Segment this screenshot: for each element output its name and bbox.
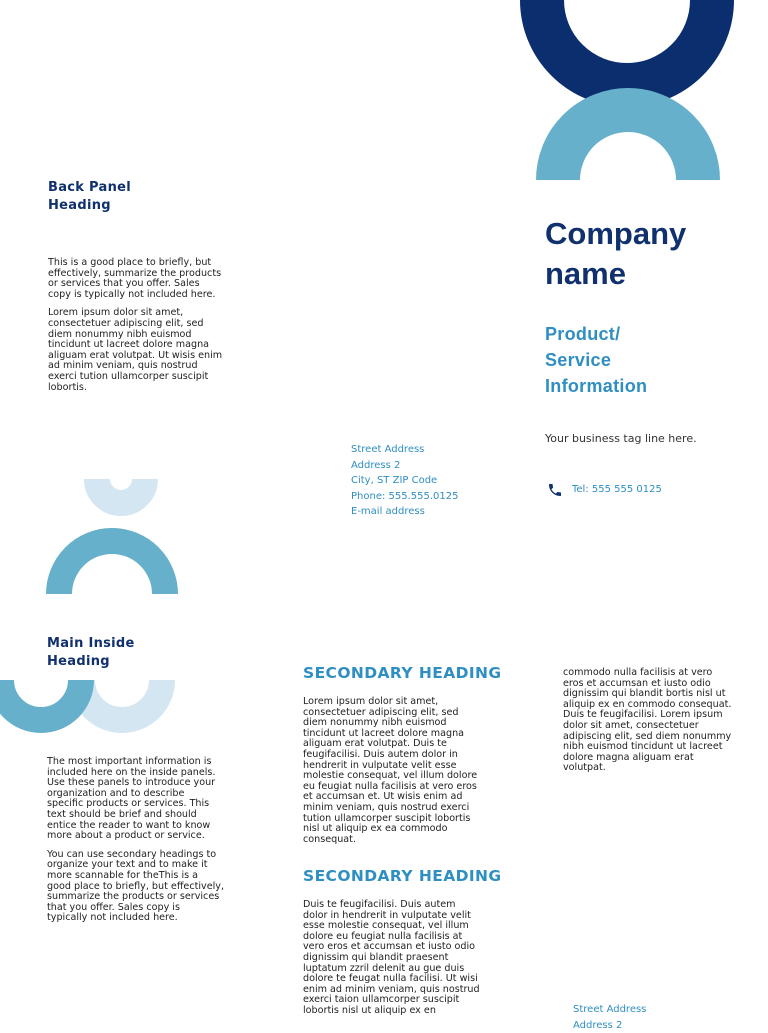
text-line: lobortis nisl ut aliquip ex en bbox=[303, 1004, 436, 1016]
email-address[interactable]: E-mail address bbox=[351, 506, 425, 518]
text-line: organization and to describe bbox=[47, 787, 185, 799]
mid-blue-half-ring bbox=[1, 680, 81, 720]
text-line: adipiscing elit, sed diem nonummy bbox=[563, 730, 732, 742]
text-line: good place to briefly, but effectively, bbox=[47, 880, 225, 892]
text-line: Lorem ipsum dolor sit amet, bbox=[48, 307, 184, 319]
phone-number: Phone: 555.555.0125 bbox=[351, 490, 459, 502]
company-line: Company bbox=[545, 216, 687, 251]
text-line: feugifacilisi. Duis autem dolor in bbox=[303, 748, 458, 760]
street-address: Street Address bbox=[351, 444, 425, 455]
back-panel-decoration bbox=[40, 475, 200, 600]
text-line: Duis te feugifacilisi. Lorem ipsum bbox=[563, 709, 723, 721]
text-line: that you offer. Sales copy is bbox=[47, 901, 180, 913]
back-panel-paragraph-1 bbox=[48, 258, 238, 300]
text-line: tincidunt ut lacreet dolore magna bbox=[303, 727, 465, 739]
text-line: nibh euismod tincidunt ut lacreet bbox=[563, 741, 723, 753]
text-line: vero eros et accumsan et iusto odio bbox=[303, 941, 475, 953]
text-line: volutpat. bbox=[563, 762, 606, 774]
text-line: consectetuer adipiscing elit, sed bbox=[303, 706, 459, 718]
text-line: effectively, summarize the products bbox=[48, 267, 222, 279]
text-line: tution ullamcorper suscipit lobortis bbox=[303, 812, 471, 824]
text-line: diem nonummy nibh euismod bbox=[48, 328, 192, 340]
heading-line: Back Panel bbox=[48, 180, 132, 195]
text-line: exerci taion ullamcorper suscipit bbox=[303, 994, 460, 1006]
text-line: dolor sit amet, consectetuer bbox=[563, 719, 699, 731]
cover-phone-text: Tel: 555 555 0125 bbox=[572, 484, 662, 496]
text-line: exerci tution ullamcorper suscipit bbox=[48, 370, 209, 382]
back-panel-body bbox=[48, 258, 238, 401]
text-line: nisl ut aliquip ex ea commodo bbox=[303, 823, 448, 835]
text-line: dignissim qui blandit bortis nisl ut bbox=[563, 688, 726, 700]
mid-blue-half-ring bbox=[59, 541, 165, 594]
text-line: summarize the products or services bbox=[47, 891, 220, 903]
text-line: dolore eu feugiat nulla facilisis at bbox=[303, 930, 463, 942]
company-name bbox=[545, 214, 686, 294]
text-line: dolore te feugat nulla facilisi. Ut wisi bbox=[303, 973, 478, 985]
text-line: consectetuer adipiscing elit, sed bbox=[48, 317, 204, 329]
text-line: diem nonummy nibh euismod bbox=[303, 717, 447, 729]
light-blue-half-ring bbox=[97, 479, 145, 503]
text-line: eros et accumsan et iusto odio bbox=[563, 677, 711, 689]
text-line: enim ad minim veniam, quis nostrud bbox=[303, 983, 480, 995]
inside-left-paragraph-1 bbox=[47, 757, 242, 842]
text-line: Duis te feugifacilisi. Duis autem bbox=[303, 899, 456, 910]
heading-line: Main Inside bbox=[47, 636, 135, 651]
address-2: Address 2 bbox=[351, 459, 401, 471]
text-line: text should be brief and should bbox=[47, 808, 197, 820]
business-tagline: Your business tag line here. bbox=[545, 432, 697, 445]
text-line: more scannable for theThis is a bbox=[47, 869, 199, 881]
text-line: hendrerit in vulputate velit esse bbox=[303, 759, 457, 771]
text-line: Lorem ipsum dolor sit amet, bbox=[303, 696, 439, 707]
text-line: eu feugiat nulla facilisis at vero eros bbox=[303, 780, 477, 792]
heading-line: Heading bbox=[47, 654, 110, 669]
product-title bbox=[545, 321, 647, 399]
text-line: dolore magna aliguam erat bbox=[563, 751, 694, 763]
text-line: specific products or services. This bbox=[47, 798, 210, 810]
product-line: Product/ bbox=[545, 324, 621, 344]
address-block bbox=[351, 442, 459, 520]
cover-phone bbox=[547, 482, 662, 498]
text-line: organize your text and to make it bbox=[47, 859, 208, 871]
text-line: consequat. bbox=[303, 833, 356, 845]
text-line: et accumsan et. Ut wisis enim ad bbox=[303, 791, 463, 803]
text-line: entice the reader to want to know bbox=[47, 819, 211, 831]
inside-right-address bbox=[573, 1002, 646, 1033]
text-line: typically not included here. bbox=[47, 912, 178, 924]
company-line: name bbox=[545, 256, 626, 291]
text-line: dolor in hendrerit in vulputate velit bbox=[303, 909, 471, 921]
text-line: aliquip ex en commodo consequat. bbox=[563, 698, 732, 710]
text-line: more about a product or service. bbox=[47, 830, 205, 842]
text-line: or services that you offer. Sales bbox=[48, 278, 200, 290]
heading-line: Heading bbox=[48, 198, 111, 213]
text-line: aliguam erat volutpat. Ut wisis enim bbox=[48, 349, 223, 361]
text-line: commodo nulla facilisis at vero bbox=[563, 667, 713, 678]
navy-ring-arc bbox=[542, 0, 712, 85]
text-line: This is a good place to briefly, but bbox=[48, 257, 212, 268]
text-line: The most important information is bbox=[47, 756, 212, 767]
product-line: Information bbox=[545, 376, 648, 396]
secondary-heading-2: SECONDARY HEADING bbox=[303, 867, 502, 885]
text-line: luptatum zzril delenit au gue duis bbox=[303, 962, 465, 974]
text-line: minim veniam, quis nostrud exerci bbox=[303, 801, 470, 813]
text-line: dignissim qui blandit praesent bbox=[303, 951, 449, 963]
text-line: aliguam erat volutpat. Duis te bbox=[303, 738, 447, 750]
phone-icon bbox=[547, 482, 563, 498]
inside-right-paragraph bbox=[563, 668, 763, 774]
cover-decoration bbox=[500, 0, 768, 190]
text-line: ad minim veniam, quis nostrud bbox=[48, 360, 198, 372]
inside-middle-paragraph-1 bbox=[303, 697, 503, 845]
street-address: Street Address bbox=[573, 1004, 647, 1015]
inside-left-body bbox=[47, 757, 242, 932]
text-line: included here on the inside panels. bbox=[47, 766, 216, 778]
main-inside-heading bbox=[47, 635, 135, 671]
address-2: Address 2 bbox=[573, 1019, 623, 1031]
text-line: tincidunt ut lacreet dolore magna bbox=[48, 339, 210, 351]
city-state-zip: City, ST ZIP Code bbox=[351, 475, 438, 487]
text-line: Use these panels to introduce your bbox=[47, 777, 216, 789]
inside-middle-paragraph-2 bbox=[303, 900, 503, 1017]
back-panel-heading bbox=[48, 179, 131, 215]
product-line: Service bbox=[545, 350, 612, 370]
text-line: lobortis. bbox=[48, 381, 87, 393]
text-line: copy is typically not included here. bbox=[48, 288, 216, 300]
text-line: esse molestie consequat, vel illum bbox=[303, 920, 469, 932]
light-blue-half-ring bbox=[82, 680, 162, 720]
blue-half-ring bbox=[558, 110, 698, 180]
back-panel-paragraph-2 bbox=[48, 308, 238, 393]
inside-left-paragraph-2 bbox=[47, 850, 242, 924]
secondary-heading-1: SECONDARY HEADING bbox=[303, 664, 502, 682]
inside-decoration bbox=[0, 670, 200, 740]
text-line: You can use secondary headings to bbox=[47, 848, 217, 860]
text-line: molestie consequat, vel illum dolore bbox=[303, 770, 478, 782]
